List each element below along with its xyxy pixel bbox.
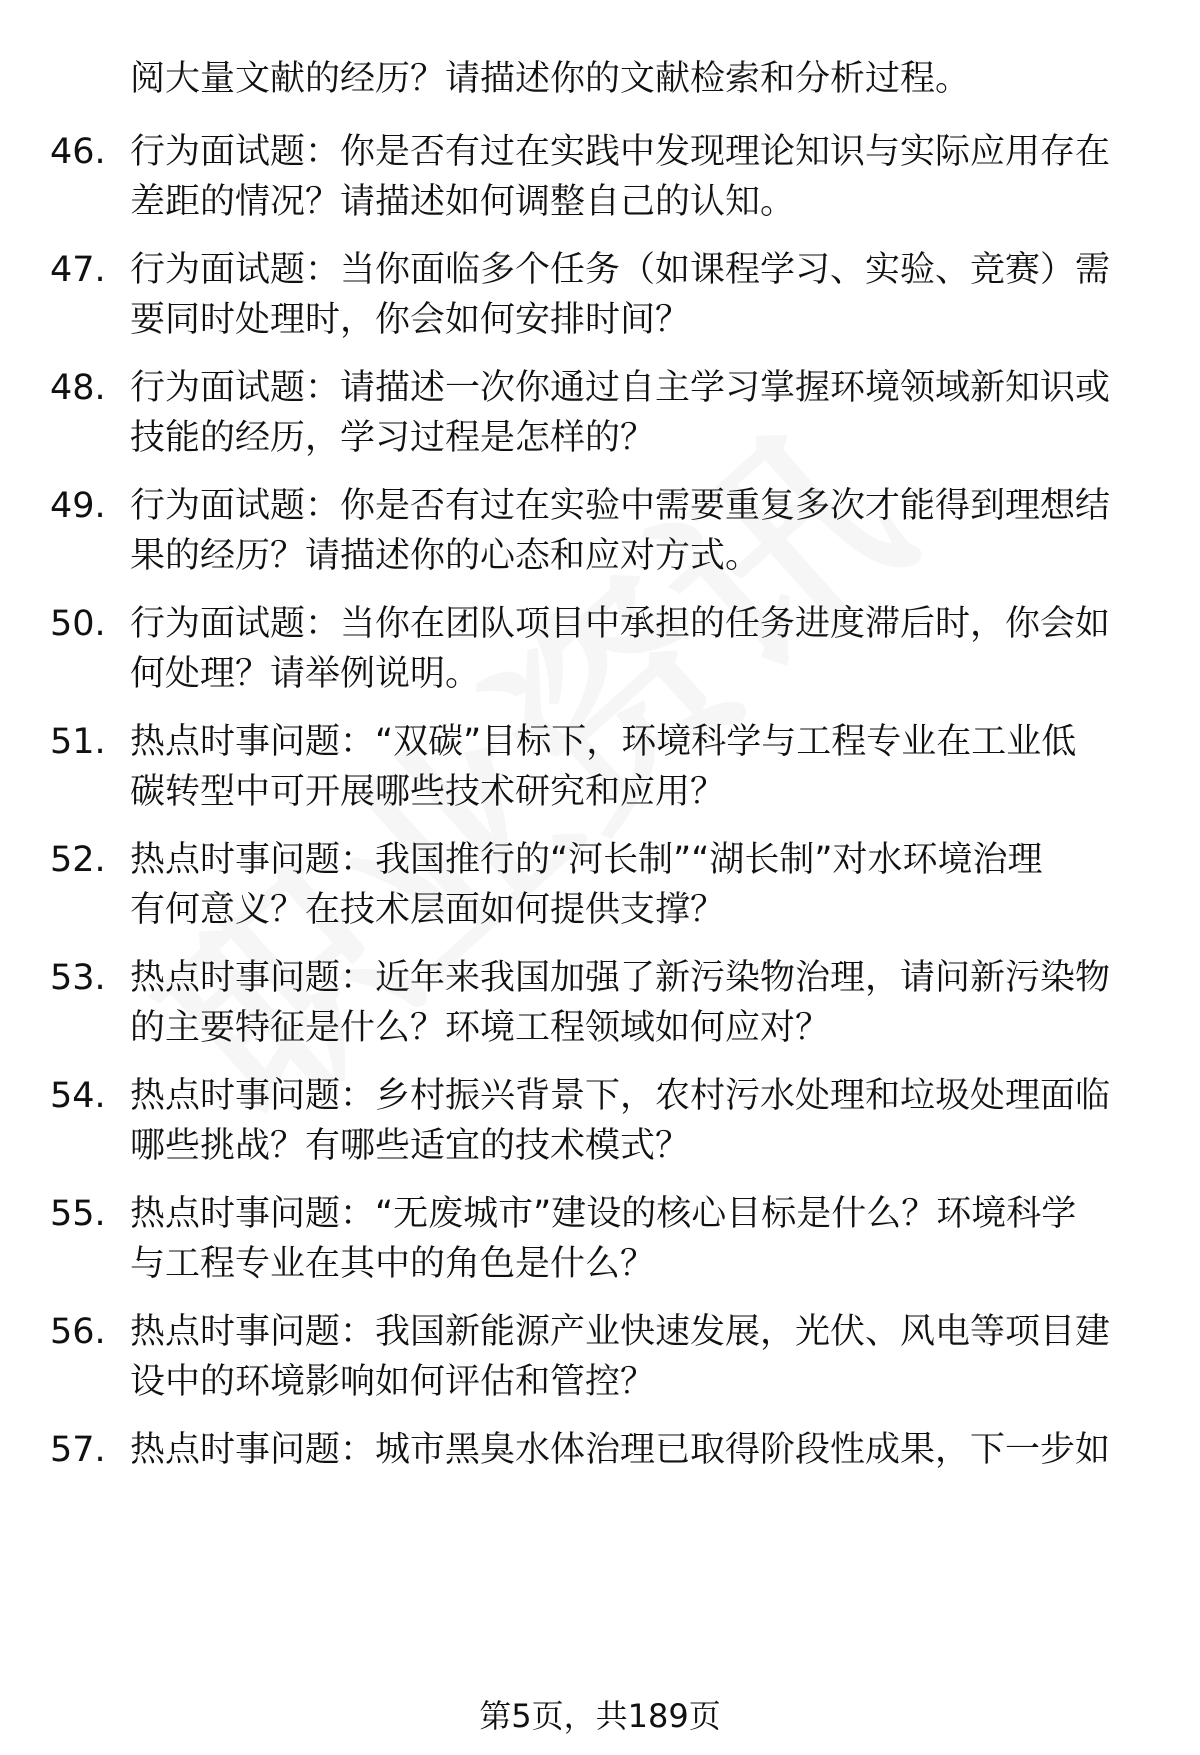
item-number: 51. — [50, 722, 106, 762]
item-text: 行为面试题：请描述一次你通过自主学习掌握环境领域新知识或 技能的经历，学习过程是怎样的？ — [130, 368, 1111, 458]
item-number: 56. — [50, 1312, 106, 1352]
item-text: 热点时事问题：城市黑臭水体治理已取得阶段性成果，下一步如 — [130, 1430, 1111, 1470]
item-number: 52. — [50, 840, 106, 880]
item-text: 热点时事问题：乡村振兴背景下，农村污水处理和垃圾处理面临 哪些挑战？有哪些适宜的技术模式？ — [130, 1076, 1111, 1166]
item-text: 热点时事问题：“双碳”目标下，环境科学与工程专业在工业低 碳转型中可开展哪些技术研究和应用？ — [130, 722, 1077, 812]
item-number: 49. — [50, 486, 106, 526]
item-number: 55. — [50, 1194, 106, 1234]
item-number: 48. — [50, 368, 106, 408]
continuation-text: 阅大量文献的经历？请描述你的文献检索和分析过程。 — [130, 59, 971, 99]
item-text: 热点时事问题：近年来我国加强了新污染物治理，请问新污染物 的主要特征是什么？环境工程领域如何应对？ — [130, 958, 1111, 1048]
item-text: 热点时事问题：“无废城市”建设的核心目标是什么？环境科学 与工程专业在其中的角色是什么？ — [130, 1194, 1077, 1284]
item-text: 行为面试题：你是否有过在实验中需要重复多次才能得到理想结 果的经历？请描述你的心态和应对方式。 — [130, 486, 1111, 576]
item-number: 46. — [50, 132, 106, 172]
item-text: 热点时事问题：我国新能源产业快速发展，光伏、风电等项目建 设中的环境影响如何评估和管控？ — [130, 1312, 1111, 1402]
item-number: 53. — [50, 958, 106, 998]
item-number: 57. — [50, 1430, 106, 1470]
item-text: 热点时事问题：我国推行的“河长制”“湖长制”对水环境治理 有何意义？在技术层面如何提供支撑？ — [130, 840, 1043, 930]
page-footer: 第5页，共189页 — [479, 1697, 721, 1735]
item-number: 50. — [50, 604, 106, 644]
item-number: 47. — [50, 250, 106, 290]
item-text: 行为面试题：你是否有过在实践中发现理论知识与实际应用存在 差距的情况？请描述如何调整自己的认知。 — [130, 132, 1111, 222]
item-text: 行为面试题：当你面临多个任务（如课程学习、实验、竞赛）需 要同时处理时，你会如何安排时间？ — [130, 250, 1111, 340]
item-number: 54. — [50, 1076, 106, 1116]
item-text: 行为面试题：当你在团队项目中承担的任务进度滞后时，你会如 何处理？请举例说明。 — [130, 604, 1111, 694]
